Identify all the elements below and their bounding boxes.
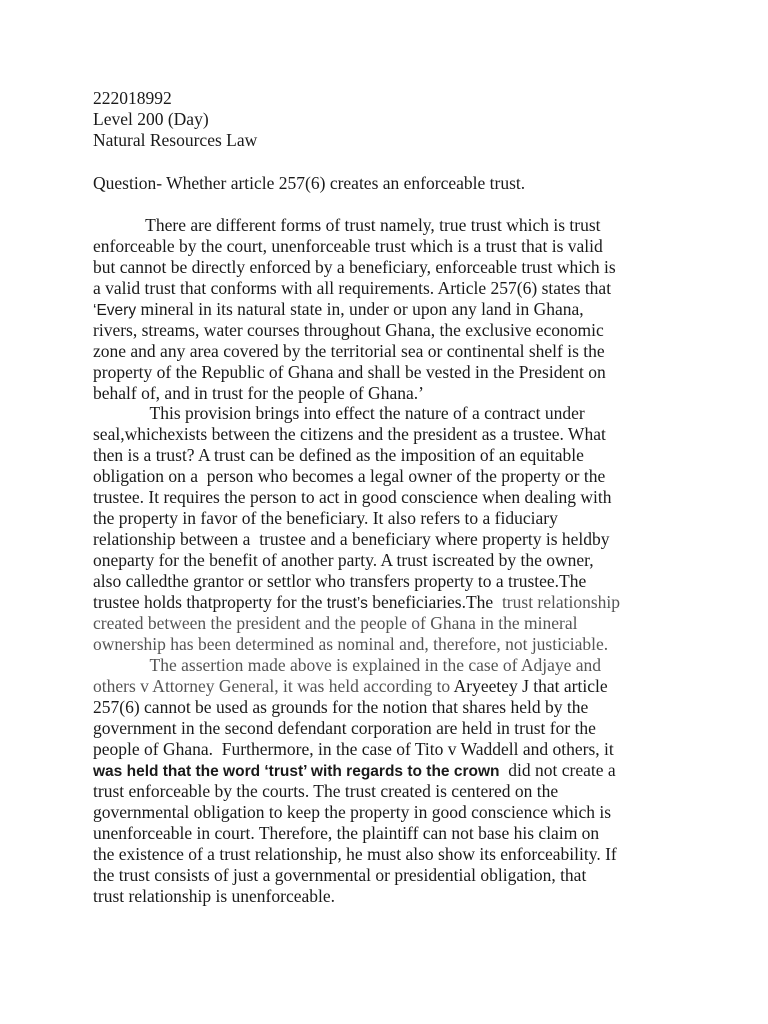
paragraph-line: people of Ghana. Furthermore, in the case of Tito v Waddell and others, it <box>93 739 614 759</box>
paragraph-line: enforceable by the court, unenforceable trust which is a trust that is valid <box>93 236 603 256</box>
paragraph-line: then is a trust? A trust can be defined as the imposition of an equitable <box>93 445 584 465</box>
line-segment: beneficiaries.The <box>372 592 494 612</box>
paragraph-line: 257(6) cannot be used as grounds for the notion that shares held by the <box>93 697 589 717</box>
paragraph-line: a valid trust that conforms with all requirements. Article 257(6) states that <box>93 278 612 298</box>
paragraph-line <box>93 676 693 697</box>
question <box>93 173 693 194</box>
paragraph-3 <box>93 655 693 907</box>
paragraph-line: ownership has been determined as nominal and, therefore, not justiciable. <box>93 634 609 654</box>
paragraph-line: the trust consists of just a governmental or presidential obligation, that <box>93 865 587 885</box>
paragraph-line: The assertion made above is explained in the case of Adjaye and <box>93 655 601 675</box>
student-level: Level 200 (Day) <box>93 109 209 129</box>
line-segment-grey: trust relationship <box>493 592 621 612</box>
line-segment: trustee holds thatproperty for the <box>93 592 323 612</box>
paragraph-line: rivers, streams, water courses throughout Ghana, the exclusive economic <box>93 320 604 340</box>
paragraph-line: government in the second defendant corporation are held in trust for the <box>93 718 596 738</box>
paragraph-line: zone and any area covered by the territorial sea or continental shelf is the <box>93 341 605 361</box>
paragraph-line: unenforceable in court. Therefore, the plaintiff can not base his claim on <box>93 823 600 843</box>
course-title: Natural Resources Law <box>93 130 258 150</box>
question-text: Question- Whether article 257(6) creates an enforceable trust. <box>93 173 526 193</box>
student-id: 222018992 <box>93 88 172 108</box>
paragraph-line: property of the Republic of Ghana and shall be vested in the President on <box>93 362 606 382</box>
line-segment: Aryeetey J that article <box>450 676 608 696</box>
paragraph-line: trust relationship is unenforceable. <box>93 886 336 906</box>
paragraph-line: relationship between a trustee and a beneficiary where property is heldby <box>93 529 610 549</box>
line-segment-trusts: trust’s <box>326 595 368 612</box>
paragraph-line <box>93 760 693 781</box>
paragraph-line: trustee. It requires the person to act in good conscience when dealing with <box>93 487 612 507</box>
paragraph-line: This provision brings into effect the nature of a contract under <box>93 403 585 423</box>
paragraph-line: oneparty for the benefit of another party. A trust iscreated by the owner, <box>93 550 594 570</box>
paragraph-line: also calledthe grantor or settlor who transfers property to a trustee.The <box>93 571 587 591</box>
paragraph-line: governmental obligation to keep the property in good conscience which is <box>93 802 612 822</box>
paragraph-line: the existence of a trust relationship, he must also show its enforceability. If <box>93 844 617 864</box>
paragraph-line: but cannot be directly enforced by a beneficiary, enforceable trust which is <box>93 257 616 277</box>
paragraph-line <box>93 592 693 613</box>
paragraph-1 <box>93 215 693 404</box>
paragraph-line: created between the president and the people of Ghana in the mineral <box>93 613 578 633</box>
paragraph-2 <box>93 403 693 655</box>
bold-holding: was held that the word ‘trust’ with regards to the crown <box>93 763 500 780</box>
paragraph-line <box>93 299 693 320</box>
document-header <box>93 88 693 151</box>
paragraph-line: behalf of, and in trust for the people of Ghana.’ <box>93 383 424 403</box>
line-segment-grey: others v Attorney General, it was held according to <box>93 676 451 696</box>
paragraph-line: There are different forms of trust namely, true trust which is trust <box>93 215 601 235</box>
paragraph-line: trust enforceable by the courts. The trust created is centered on the <box>93 781 559 801</box>
quote-every: ‘Every <box>93 302 137 319</box>
quote-line-rest: mineral in its natural state in, under or upon any land in Ghana, <box>140 299 584 319</box>
paragraph-line: obligation on a person who becomes a legal owner of the property or the <box>93 466 606 486</box>
paragraph-line: seal,whichexists between the citizens and the president as a trustee. What <box>93 424 606 444</box>
paragraph-line: the property in favor of the beneficiary. It also refers to a fiduciary <box>93 508 558 528</box>
line-segment: did not create a <box>499 760 616 780</box>
